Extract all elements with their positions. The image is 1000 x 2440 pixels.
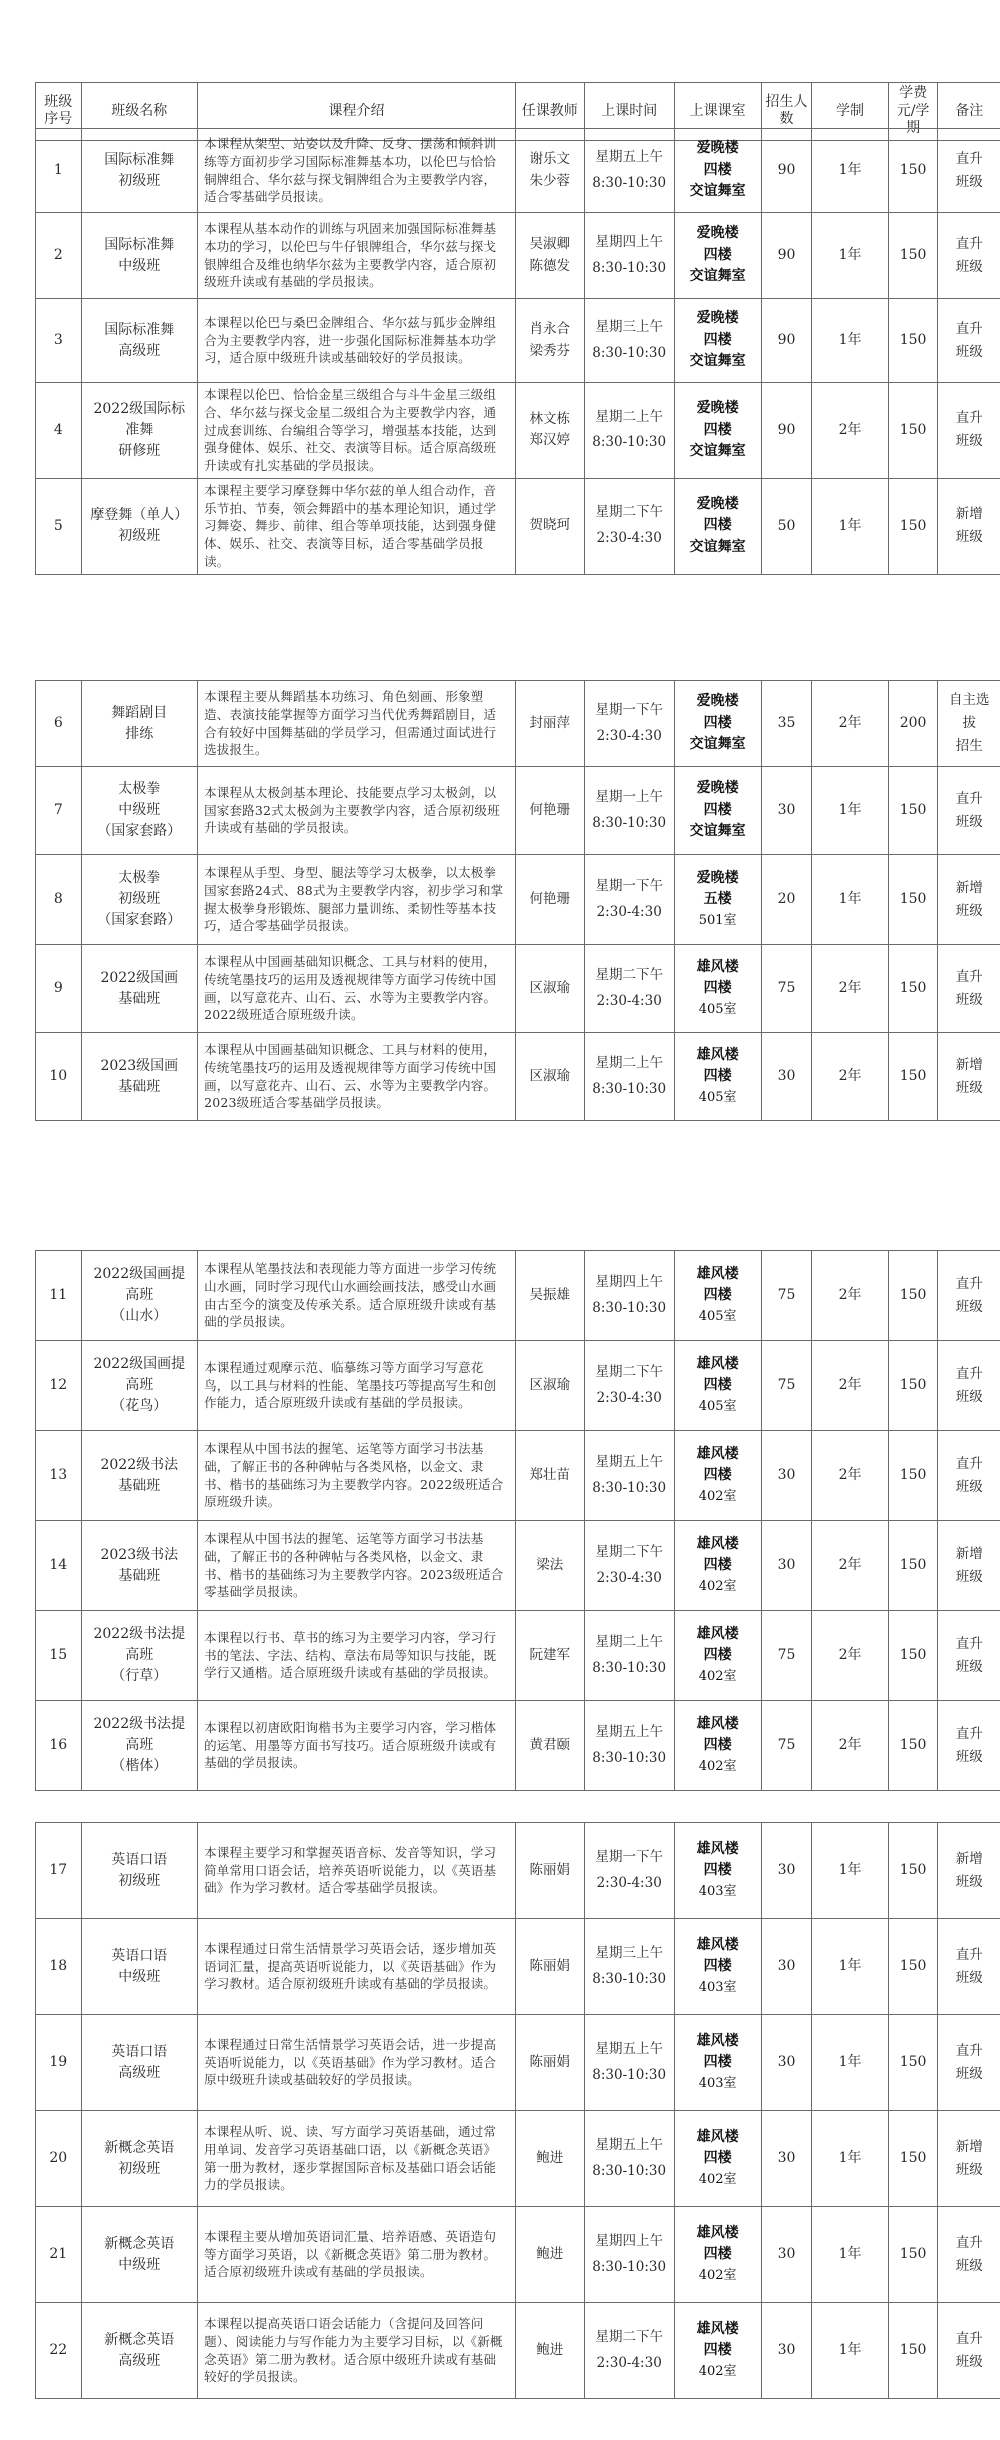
cell-seq: 8 — [36, 855, 82, 945]
table-row — [36, 681, 1000, 767]
cell-note: 直升 班级 — [938, 1701, 1000, 1791]
cell-enroll: 90 — [761, 213, 812, 299]
cell-intro: 本课程主要从舞蹈基本功练习、角色刻画、形象塑造、表演技能掌握等方面学习当代优秀舞蹈剧目，适合有较好中国舞基础的学员学习，但需通过面试进行选拔报生。 — [198, 681, 516, 767]
cell-seq: 1 — [36, 129, 82, 213]
cell-duration: 2年 — [812, 1611, 888, 1701]
cell-room: 雄风楼 四楼 403室 — [674, 2015, 761, 2111]
table-row — [36, 1251, 1000, 1341]
cell-fee: 150 — [888, 767, 938, 855]
cell-fee: 150 — [888, 1033, 938, 1121]
header-intro: 课程介绍 — [198, 83, 516, 141]
cell-time: 星期四上午 8:30-10:30 — [584, 1251, 674, 1341]
cell-room: 雄风楼 四楼 405室 — [674, 945, 761, 1033]
cell-intro: 本课程从中国书法的握笔、运笔等方面学习书法基础，了解正书的各种碑帖与各类风格，以金文、隶书、楷书的基础练习为主要教学内容。2022级班适合原班级升读。 — [198, 1431, 516, 1521]
table-row — [36, 2303, 1000, 2399]
table-row — [36, 1919, 1000, 2015]
cell-name: 2022级国画 基础班 — [81, 945, 198, 1033]
cell-time: 星期二上午 8:30-10:30 — [584, 1033, 674, 1121]
cell-duration: 1年 — [812, 855, 888, 945]
cell-seq: 7 — [36, 767, 82, 855]
cell-duration: 1年 — [812, 213, 888, 299]
cell-name: 国际标准舞 初级班 — [81, 129, 198, 213]
cell-teacher: 封丽萍 — [515, 681, 584, 767]
cell-fee: 150 — [888, 299, 938, 383]
table-row — [36, 2015, 1000, 2111]
cell-name: 英语口语 高级班 — [81, 2015, 198, 2111]
cell-note: 直升 班级 — [938, 767, 1000, 855]
cell-intro: 本课程主要学习和掌握英语音标、发音等知识，学习简单常用口语会话，培养英语听说能力，以《英语基础》作为学习教材。适合零基础学员报读。 — [198, 1823, 516, 1919]
cell-name: 国际标准舞 中级班 — [81, 213, 198, 299]
cell-room: 爱晚楼 四楼 交谊舞室 — [674, 299, 761, 383]
cell-time: 星期三上午 8:30-10:30 — [584, 299, 674, 383]
header-fee: 学费元/学期 — [888, 83, 938, 141]
cell-enroll: 30 — [761, 2015, 812, 2111]
cell-duration: 1年 — [812, 478, 888, 574]
cell-name: 2022级国际标 准舞 研修班 — [81, 383, 198, 479]
cell-teacher: 阮建军 — [515, 1611, 584, 1701]
cell-seq: 16 — [36, 1701, 82, 1791]
cell-time: 星期五上午 8:30-10:30 — [584, 2111, 674, 2207]
cell-teacher: 林文栋 郑汉婷 — [515, 383, 584, 479]
cell-teacher: 陈丽娟 — [515, 1919, 584, 2015]
cell-room: 雄风楼 四楼 402室 — [674, 2207, 761, 2303]
cell-duration: 2年 — [812, 1431, 888, 1521]
cell-seq: 10 — [36, 1033, 82, 1121]
cell-time: 星期五上午 8:30-10:30 — [584, 1431, 674, 1521]
cell-note: 新增 班级 — [938, 1521, 1000, 1611]
cell-time: 星期三上午 8:30-10:30 — [584, 1919, 674, 2015]
cell-note: 直升 班级 — [938, 129, 1000, 213]
cell-fee: 150 — [888, 129, 938, 213]
cell-note: 直升 班级 — [938, 299, 1000, 383]
cell-seq: 2 — [36, 213, 82, 299]
cell-seq: 21 — [36, 2207, 82, 2303]
cell-enroll: 90 — [761, 383, 812, 479]
cell-duration: 2年 — [812, 383, 888, 479]
cell-duration: 1年 — [812, 299, 888, 383]
table-row — [36, 1033, 1000, 1121]
cell-enroll: 75 — [761, 945, 812, 1033]
cell-fee: 150 — [888, 383, 938, 479]
cell-fee: 150 — [888, 1431, 938, 1521]
cell-time: 星期二下午 2:30-4:30 — [584, 945, 674, 1033]
cell-seq: 15 — [36, 1611, 82, 1701]
table-row — [36, 478, 1000, 574]
cell-time: 星期四上午 8:30-10:30 — [584, 2207, 674, 2303]
cell-seq: 5 — [36, 478, 82, 574]
cell-fee: 150 — [888, 2111, 938, 2207]
cell-enroll: 30 — [761, 2303, 812, 2399]
cell-room: 雄风楼 四楼 402室 — [674, 1521, 761, 1611]
cell-teacher: 吴淑卿 陈德发 — [515, 213, 584, 299]
header-room: 上课课室 — [674, 83, 761, 141]
cell-note: 直升 班级 — [938, 2303, 1000, 2399]
cell-name: 2022级书法提 高班 （行草） — [81, 1611, 198, 1701]
cell-room: 雄风楼 四楼 403室 — [674, 1919, 761, 2015]
table-row — [36, 945, 1000, 1033]
cell-intro: 本课程从笔墨技法和表现能力等方面进一步学习传统山水画，同时学习现代山水画绘画技法，感受山水画由古至今的演变及传承关系。适合原班级升读或有基础的学员报读。 — [198, 1251, 516, 1341]
cell-intro: 本课程以提高英语口语会话能力（含提问及回答问题）、阅读能力与写作能力为主要学习目标，以《新概念英语》第二册为教材。适合原中级班升读或有基础较好的学员报读。 — [198, 2303, 516, 2399]
cell-enroll: 30 — [761, 1431, 812, 1521]
table-row — [36, 213, 1000, 299]
table-row — [36, 1611, 1000, 1701]
cell-note: 直升 班级 — [938, 213, 1000, 299]
cell-enroll: 90 — [761, 299, 812, 383]
cell-duration: 2年 — [812, 1701, 888, 1791]
header-duration: 学制 — [812, 83, 888, 141]
cell-room: 爱晚楼 四楼 交谊舞室 — [674, 383, 761, 479]
cell-teacher: 肖永合 梁秀芬 — [515, 299, 584, 383]
cell-fee: 150 — [888, 2303, 938, 2399]
cell-fee: 150 — [888, 855, 938, 945]
cell-seq: 3 — [36, 299, 82, 383]
header-seq: 班级序号 — [36, 83, 82, 141]
cell-intro: 本课程从基本动作的训练与巩固来加强国际标准舞基本功的学习，以伦巴与牛仔银牌组合，华尔兹与探戈银牌组合及维也纳华尔兹为主要教学内容，适合原初级班升读或有基础的学员报读。 — [198, 213, 516, 299]
cell-enroll: 30 — [761, 1919, 812, 2015]
cell-time: 星期一下午 2:30-4:30 — [584, 681, 674, 767]
cell-seq: 13 — [36, 1431, 82, 1521]
cell-teacher: 吴振雄 — [515, 1251, 584, 1341]
cell-seq: 12 — [36, 1341, 82, 1431]
cell-duration: 1年 — [812, 1919, 888, 2015]
cell-teacher: 区淑瑜 — [515, 945, 584, 1033]
cell-intro: 本课程主要学习摩登舞中华尔兹的单人组合动作，音乐节拍、节奏，领会舞蹈中的基本理论知识，通过学习舞姿、舞步、前律、组合等单项技能，达到强身健体、娱乐、社交、表演等目标，适合零基础学员报读。 — [198, 478, 516, 574]
cell-fee: 150 — [888, 945, 938, 1033]
cell-time: 星期一下午 2:30-4:30 — [584, 1823, 674, 1919]
cell-note: 直升 班级 — [938, 2207, 1000, 2303]
cell-name: 国际标准舞 高级班 — [81, 299, 198, 383]
cell-name: 新概念英语 初级班 — [81, 2111, 198, 2207]
cell-seq: 11 — [36, 1251, 82, 1341]
cell-name: 舞蹈剧目 排练 — [81, 681, 198, 767]
cell-intro: 本课程从中国书法的握笔、运笔等方面学习书法基础，了解正书的各种碑帖与各类风格，以金文、隶书、楷书的基础练习为主要教学内容。2023级班适合零基础学员报读。 — [198, 1521, 516, 1611]
cell-fee: 150 — [888, 1251, 938, 1341]
cell-intro: 本课程通过日常生活情景学习英语会话，逐步增加英语词汇量，提高英语听说能力，以《英语基础》作为学习教材。适合原初级班升读或有基础的学员报读。 — [198, 1919, 516, 2015]
cell-seq: 14 — [36, 1521, 82, 1611]
cell-name: 2022级国画提 高班 （山水） — [81, 1251, 198, 1341]
cell-intro: 本课程通过观摩示范、临摹练习等方面学习写意花鸟，以工具与材料的性能、笔墨技巧等提高写生和创作能力，适合原班级升读或有基础的学员报读。 — [198, 1341, 516, 1431]
cell-duration: 1年 — [812, 1823, 888, 1919]
cell-room: 爱晚楼 四楼 交谊舞室 — [674, 478, 761, 574]
cell-teacher: 郑壮苗 — [515, 1431, 584, 1521]
header-teacher: 任课教师 — [515, 83, 584, 141]
cell-fee: 150 — [888, 478, 938, 574]
table-row — [36, 767, 1000, 855]
cell-time: 星期四上午 8:30-10:30 — [584, 213, 674, 299]
cell-time: 星期二下午 2:30-4:30 — [584, 1521, 674, 1611]
cell-seq: 18 — [36, 1919, 82, 2015]
cell-teacher: 区淑瑜 — [515, 1341, 584, 1431]
cell-duration: 2年 — [812, 1033, 888, 1121]
cell-fee: 150 — [888, 1701, 938, 1791]
cell-teacher: 梁法 — [515, 1521, 584, 1611]
cell-duration: 1年 — [812, 2207, 888, 2303]
cell-room: 雄风楼 四楼 405室 — [674, 1251, 761, 1341]
cell-duration: 1年 — [812, 129, 888, 213]
cell-note: 直升 班级 — [938, 1251, 1000, 1341]
header-name: 班级名称 — [81, 83, 198, 141]
cell-name: 2023级国画 基础班 — [81, 1033, 198, 1121]
table-row — [36, 299, 1000, 383]
class-table-segment — [35, 680, 1000, 1121]
cell-duration: 1年 — [812, 2111, 888, 2207]
cell-note: 直升 班级 — [938, 1919, 1000, 2015]
cell-note: 新增 班级 — [938, 1823, 1000, 1919]
cell-note: 直升 班级 — [938, 2015, 1000, 2111]
cell-teacher: 黄君颐 — [515, 1701, 584, 1791]
cell-enroll: 30 — [761, 2111, 812, 2207]
cell-intro: 本课程从手型、身型、腿法等学习太极拳，以太极拳国家套路24式、88式为主要教学内容，初步学习和掌握太极拳身形锻炼、腿部力量训练、柔韧性等基本技巧，适合零基础学员报读。 — [198, 855, 516, 945]
cell-intro: 本课程从中国画基础知识概念、工具与材料的使用，传统笔墨技巧的运用及透视规律等方面学习传统中国画，以写意花卉、山石、云、水等为主要教学内容。2022级班适合原班级升读。 — [198, 945, 516, 1033]
cell-note: 新增 班级 — [938, 478, 1000, 574]
cell-room: 爱晚楼 四楼 交谊舞室 — [674, 681, 761, 767]
cell-duration: 2年 — [812, 945, 888, 1033]
cell-room: 雄风楼 四楼 405室 — [674, 1033, 761, 1121]
cell-enroll: 30 — [761, 1521, 812, 1611]
cell-enroll: 30 — [761, 1823, 812, 1919]
cell-note: 直升 班级 — [938, 1611, 1000, 1701]
cell-note: 直升 班级 — [938, 383, 1000, 479]
class-table-segment — [35, 1822, 1000, 2399]
cell-duration: 2年 — [812, 1251, 888, 1341]
table-row — [36, 1341, 1000, 1431]
cell-intro: 本课程通过日常生活情景学习英语会话，进一步提高英语听说能力，以《英语基础》作为学习教材。适合原中级班升读或基础较好的学员报读。 — [198, 2015, 516, 2111]
cell-enroll: 75 — [761, 1701, 812, 1791]
cell-fee: 150 — [888, 1521, 938, 1611]
cell-intro: 本课程从太极剑基本理论、技能要点学习太极剑，以国家套路32式太极剑为主要教学内容，适合原初级班升读或有基础的学员报读。 — [198, 767, 516, 855]
cell-fee: 150 — [888, 2207, 938, 2303]
cell-teacher: 何艳珊 — [515, 855, 584, 945]
cell-time: 星期二下午 2:30-4:30 — [584, 2303, 674, 2399]
cell-room: 雄风楼 四楼 403室 — [674, 1823, 761, 1919]
cell-note: 直升 班级 — [938, 1431, 1000, 1521]
cell-room: 雄风楼 四楼 402室 — [674, 2303, 761, 2399]
cell-note: 新增 班级 — [938, 1033, 1000, 1121]
table-row — [36, 1521, 1000, 1611]
cell-fee: 150 — [888, 1919, 938, 2015]
cell-intro: 本课程以伦巴、恰恰金星三级组合与斗牛金星三级组合、华尔兹与探戈金星二级组合为主要教学内容，通过成套训练、台编组合等学习，增强基本技能，达到强身健体、娱乐、社交、表演等目标。适合原高级班升读或有扎实基础的学员报读。 — [198, 383, 516, 479]
cell-fee: 150 — [888, 2015, 938, 2111]
cell-room: 爱晚楼 四楼 交谊舞室 — [674, 767, 761, 855]
cell-room: 爱晚楼 四楼 交谊舞室 — [674, 129, 761, 213]
cell-duration: 1年 — [812, 2015, 888, 2111]
cell-enroll: 75 — [761, 1611, 812, 1701]
cell-time: 星期五上午 8:30-10:30 — [584, 1701, 674, 1791]
cell-fee: 200 — [888, 681, 938, 767]
cell-time: 星期二上午 8:30-10:30 — [584, 1611, 674, 1701]
cell-name: 英语口语 中级班 — [81, 1919, 198, 2015]
table-row — [36, 2111, 1000, 2207]
cell-teacher: 贺晓珂 — [515, 478, 584, 574]
cell-name: 太极拳 初级班 （国家套路） — [81, 855, 198, 945]
cell-duration: 1年 — [812, 2303, 888, 2399]
cell-seq: 19 — [36, 2015, 82, 2111]
cell-name: 2022级国画提 高班 （花鸟） — [81, 1341, 198, 1431]
table-row — [36, 2207, 1000, 2303]
cell-time: 星期二下午 2:30-4:30 — [584, 478, 674, 574]
cell-time: 星期一下午 2:30-4:30 — [584, 855, 674, 945]
cell-intro: 本课程以行书、草书的练习为主要学习内容，学习行书的笔法、字法、结构、章法布局等知识与技能，既学行又通楷。适合原班级升读或有基础的学员报读。 — [198, 1611, 516, 1701]
cell-duration: 1年 — [812, 767, 888, 855]
cell-duration: 2年 — [812, 1341, 888, 1431]
cell-name: 英语口语 初级班 — [81, 1823, 198, 1919]
cell-room: 爱晚楼 五楼 501室 — [674, 855, 761, 945]
cell-note: 新增 班级 — [938, 2111, 1000, 2207]
cell-time: 星期二下午 2:30-4:30 — [584, 1341, 674, 1431]
cell-fee: 150 — [888, 213, 938, 299]
cell-enroll: 50 — [761, 478, 812, 574]
cell-room: 雄风楼 四楼 402室 — [674, 1701, 761, 1791]
class-table-segment — [35, 128, 1000, 575]
table-row — [36, 855, 1000, 945]
cell-seq: 6 — [36, 681, 82, 767]
cell-seq: 20 — [36, 2111, 82, 2207]
cell-room: 雄风楼 四楼 405室 — [674, 1341, 761, 1431]
cell-name: 2022级书法提 高班 （楷体） — [81, 1701, 198, 1791]
cell-seq: 22 — [36, 2303, 82, 2399]
cell-room: 雄风楼 四楼 402室 — [674, 2111, 761, 2207]
table-row — [36, 383, 1000, 479]
cell-intro: 本课程主要从增加英语词汇量、培养语感、英语造句等方面学习英语，以《新概念英语》第二册为教材。适合原初级班升读或有基础的学员报读。 — [198, 2207, 516, 2303]
cell-time: 星期一上午 8:30-10:30 — [584, 767, 674, 855]
cell-teacher: 何艳珊 — [515, 767, 584, 855]
cell-teacher: 鲍进 — [515, 2207, 584, 2303]
cell-intro: 本课程从架型、站姿以及升降、反身、摆荡和倾斜训练等方面初步学习国际标准舞基本功，以伦巴与恰恰铜牌组合、华尔兹与探戈铜牌组合为主要教学内容，适合零基础学员报读。 — [198, 129, 516, 213]
table-row — [36, 1701, 1000, 1791]
cell-seq: 17 — [36, 1823, 82, 1919]
cell-fee: 150 — [888, 1611, 938, 1701]
cell-room: 雄风楼 四楼 402室 — [674, 1611, 761, 1701]
cell-seq: 4 — [36, 383, 82, 479]
cell-teacher: 陈丽娟 — [515, 1823, 584, 1919]
cell-enroll: 35 — [761, 681, 812, 767]
cell-enroll: 75 — [761, 1341, 812, 1431]
cell-name: 新概念英语 高级班 — [81, 2303, 198, 2399]
cell-name: 摩登舞（单人） 初级班 — [81, 478, 198, 574]
cell-teacher: 陈丽娟 — [515, 2015, 584, 2111]
cell-note: 新增 班级 — [938, 855, 1000, 945]
cell-note: 直升 班级 — [938, 1341, 1000, 1431]
cell-teacher: 谢乐文 朱少蓉 — [515, 129, 584, 213]
cell-time: 星期二上午 8:30-10:30 — [584, 383, 674, 479]
cell-fee: 150 — [888, 1823, 938, 1919]
cell-name: 太极拳 中级班 （国家套路） — [81, 767, 198, 855]
cell-name: 2022级书法 基础班 — [81, 1431, 198, 1521]
cell-duration: 2年 — [812, 1521, 888, 1611]
cell-duration: 2年 — [812, 681, 888, 767]
cell-intro: 本课程从听、说、读、写方面学习英语基础，通过常用单词、发音学习英语基础口语，以《新概念英语》第一册为教材，逐步掌握国际音标及基础口语会话能力的学员报读。 — [198, 2111, 516, 2207]
cell-fee: 150 — [888, 1341, 938, 1431]
cell-teacher: 区淑瑜 — [515, 1033, 584, 1121]
header-enroll: 招生人数 — [761, 83, 812, 141]
cell-name: 2023级书法 基础班 — [81, 1521, 198, 1611]
header-time: 上课时间 — [584, 83, 674, 141]
cell-seq: 9 — [36, 945, 82, 1033]
header-note: 备注 — [938, 83, 1000, 141]
cell-enroll: 30 — [761, 1033, 812, 1121]
cell-teacher: 鲍进 — [515, 2111, 584, 2207]
cell-note: 直升 班级 — [938, 945, 1000, 1033]
cell-enroll: 30 — [761, 767, 812, 855]
cell-teacher: 鲍进 — [515, 2303, 584, 2399]
cell-enroll: 90 — [761, 129, 812, 213]
cell-intro: 本课程以初唐欧阳询楷书为主要学习内容，学习楷体的运笔、用墨等方面书写技巧。适合原班级升读或有基础的学员报读。 — [198, 1701, 516, 1791]
class-table-segment — [35, 1250, 1000, 1791]
cell-enroll: 30 — [761, 2207, 812, 2303]
cell-intro: 本课程以伦巴与桑巴金牌组合、华尔兹与狐步金牌组合为主要教学内容，进一步强化国际标准舞基本功学习，适合原中级班升读或基础较好的学员报读。 — [198, 299, 516, 383]
cell-room: 雄风楼 四楼 402室 — [674, 1431, 761, 1521]
table-row — [36, 129, 1000, 213]
cell-enroll: 20 — [761, 855, 812, 945]
cell-time: 星期五上午 8:30-10:30 — [584, 129, 674, 213]
cell-name: 新概念英语 中级班 — [81, 2207, 198, 2303]
cell-time: 星期五上午 8:30-10:30 — [584, 2015, 674, 2111]
cell-intro: 本课程从中国画基础知识概念、工具与材料的使用，传统笔墨技巧的运用及透视规律等方面学习传统中国画，以写意花卉、山石、云、水等为主要教学内容。2023级班适合零基础学员报读。 — [198, 1033, 516, 1121]
cell-enroll: 75 — [761, 1251, 812, 1341]
table-row — [36, 1431, 1000, 1521]
cell-note: 自主选 拔 招生 — [938, 681, 1000, 767]
cell-room: 爱晚楼 四楼 交谊舞室 — [674, 213, 761, 299]
table-row — [36, 1823, 1000, 1919]
